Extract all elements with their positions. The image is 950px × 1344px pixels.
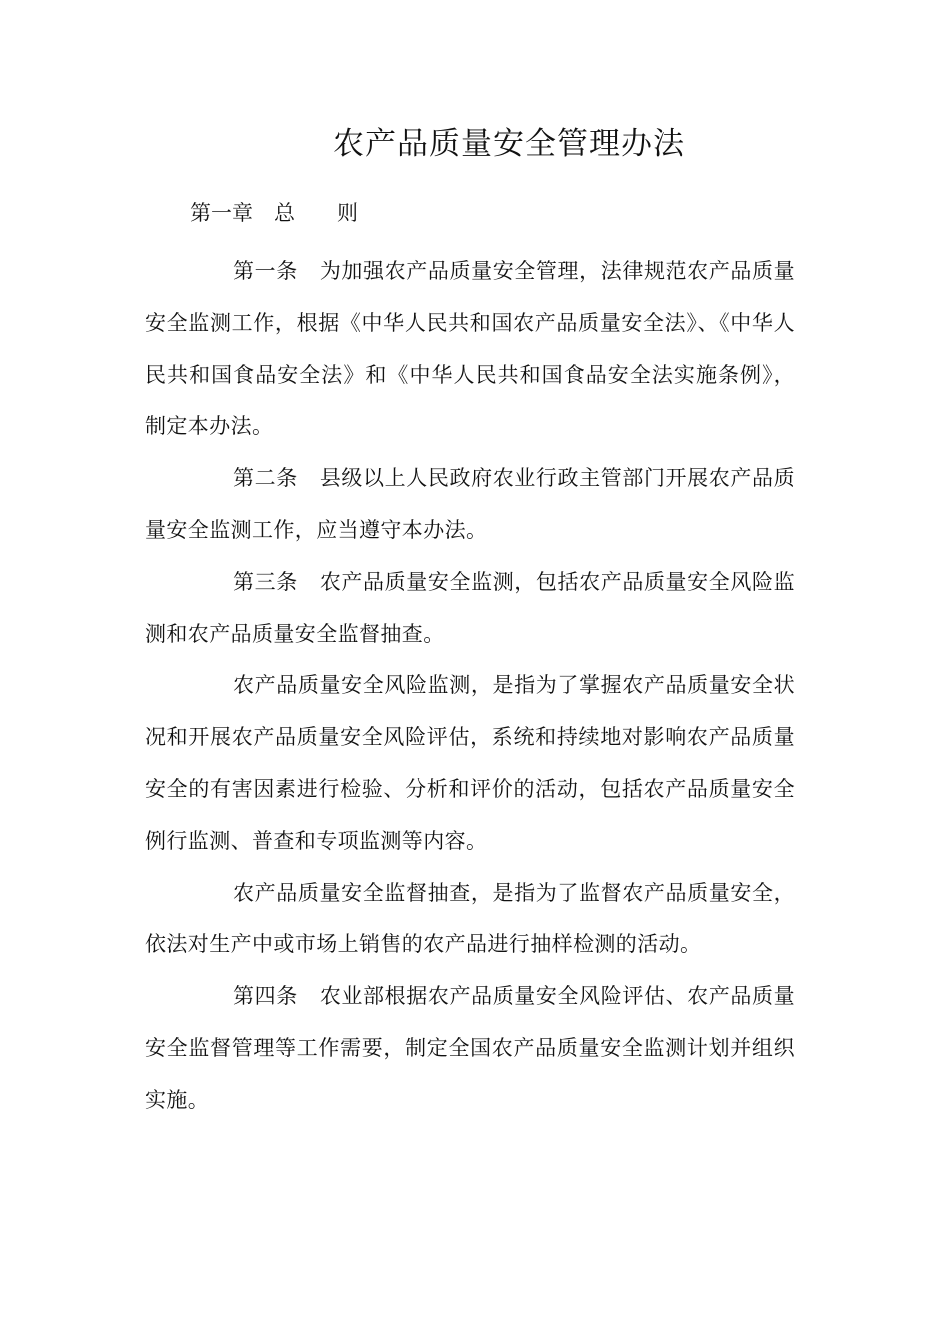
article-text: 为加强农产品质量安全管理，法律规范农产品质量安全监测工作，根据《中华人民共和国农产品质量安全法》、《中华人民共和国食品安全法》和《中华人民共和国食品安全法实施条例》，制定本办法。 (145, 259, 795, 439)
paragraph-supervision-sampling (145, 868, 795, 972)
article-1 (145, 246, 795, 453)
paragraph-text: 农产品质量安全监督抽查，是指为了监督农产品质量安全，依法对生产中或市场上销售的农产品进行抽样检测的活动。 (145, 880, 795, 957)
article-text: 农业部根据农产品质量安全风险评估、农产品质量安全监督管理等工作需要，制定全国农产品质量安全监测计划并组织实施。 (145, 984, 795, 1112)
article-number: 第一条 (233, 259, 298, 283)
paragraph-risk-monitoring (145, 660, 795, 867)
article-text: 农产品质量安全监测，包括农产品质量安全风险监测和农产品质量安全监督抽查。 (145, 569, 795, 646)
article-number: 第二条 (233, 466, 298, 491)
article-number: 第三条 (233, 569, 298, 594)
document-body (145, 246, 795, 1127)
article-3 (145, 557, 795, 661)
document-title: 农产品质量安全管理办法 (333, 126, 685, 162)
article-2 (145, 453, 795, 557)
article-4 (145, 971, 795, 1126)
chapter-heading: 第一章 总 则 (190, 201, 358, 225)
paragraph-text: 农产品质量安全风险监测，是指为了掌握农产品质量安全状况和开展农产品质量安全风险评估，系统和持续地对影响农产品质量安全的有害因素进行检验、分析和评价的活动，包括农产品质量安全例行监测、普查和专项监测等内容。 (145, 673, 795, 853)
article-number: 第四条 (233, 984, 298, 1009)
article-text: 县级以上人民政府农业行政主管部门开展农产品质量安全监测工作，应当遵守本办法。 (145, 466, 795, 542)
